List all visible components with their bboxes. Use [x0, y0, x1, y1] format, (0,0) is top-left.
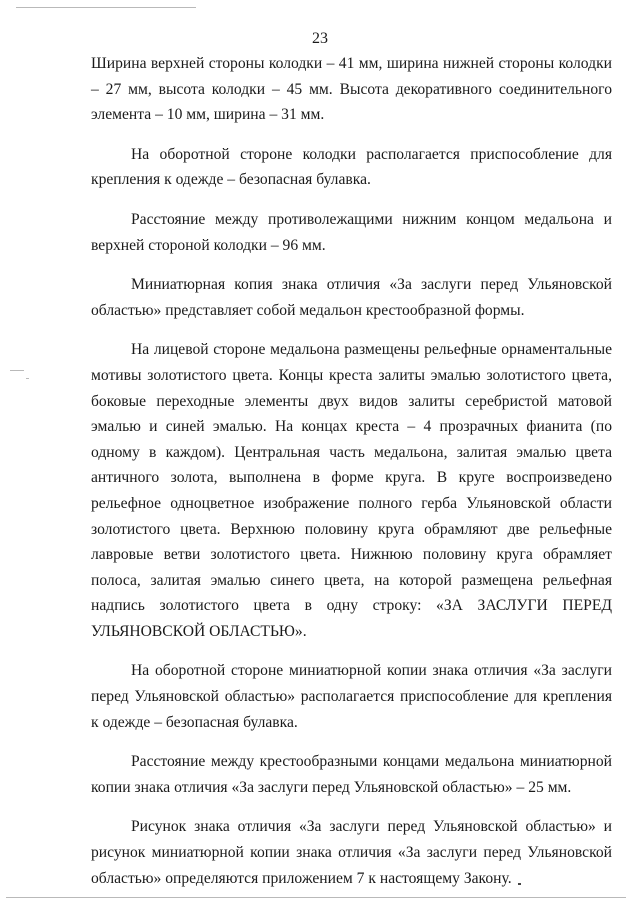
scan-edge-mark-bottom: [6, 897, 626, 898]
paragraph-2: На оборотной стороне колодки располагается приспособление для крепления к одежде – безопасная булавка.: [91, 145, 612, 189]
paragraph-6: На оборотной стороне миниатюрной копии знака отличия «За заслуги перед Ульяновской областью» располагается приспособление для крепления к одежде – безопасная булавка.: [91, 662, 612, 731]
paragraph-3: Расстояние между противолежащими нижним концом медальона и верхней стороной колодки – 96 мм.: [91, 210, 612, 254]
paragraph-4: Миниатюрная копия знака отличия «За заслуги перед Ульяновской областью» представляет собой медальон крестообразной формы.: [91, 276, 612, 319]
scan-edge-mark-top: [16, 7, 196, 8]
paragraph-5: На лицевой стороне медальона размещены рельефные орнаментальные мотивы золотистого цвета. Концы креста залиты эмалью золотистого цвета, боковые переходные элементы двух видов залиты серебристой матовой эмалью и синей эмалью. На концах креста – 4 прозрачных фианита (по одному в каждом). Центральная часть медальона, залитая эмалью цвета античного золота, выполнена в форме круга. В круге воспроизведено рельефное одноцветное изображение полного герба Ульяновской области золотистого цвета. Верхнюю половину круга обрамляют две рельефные лавровые ветви золотистого цвета. Нижнюю половину круга обрамляет полоса, залитая эмалью синего цвета, на которой размещена рельефная надпись золотистого цвета в одну строку: «ЗА ЗАСЛУГИ ПЕРЕД УЛЬЯНОВСКОЙ ОБЛАСТЬЮ».: [91, 341, 612, 640]
scan-edge-mark-left-2: [26, 378, 29, 379]
paragraph-1: Ширина верхней стороны колодки – 41 мм, ширина нижней стороны колодки – 27 мм, высота колодки – 45 мм. Высота декоративного соединительного элемента – 10 мм, ширина – 31 мм.: [91, 55, 612, 124]
page-number: 23: [312, 30, 328, 47]
document-body: [91, 51, 612, 905]
scan-speck: [518, 883, 521, 885]
scan-edge-mark-left: [10, 370, 24, 371]
paragraph-8: Рисунок знака отличия «За заслуги перед Ульяновской областью» и рисунок миниатюрной копии знака отличия «За заслуги перед Ульяновской областью» определяются приложением 7 к настоящему Закону.: [91, 818, 612, 887]
paragraph-7: Расстояние между крестообразными концами медальона миниатюрной копии знака отличия «За заслуги перед Ульяновской областью» – 25 мм.: [91, 753, 612, 796]
